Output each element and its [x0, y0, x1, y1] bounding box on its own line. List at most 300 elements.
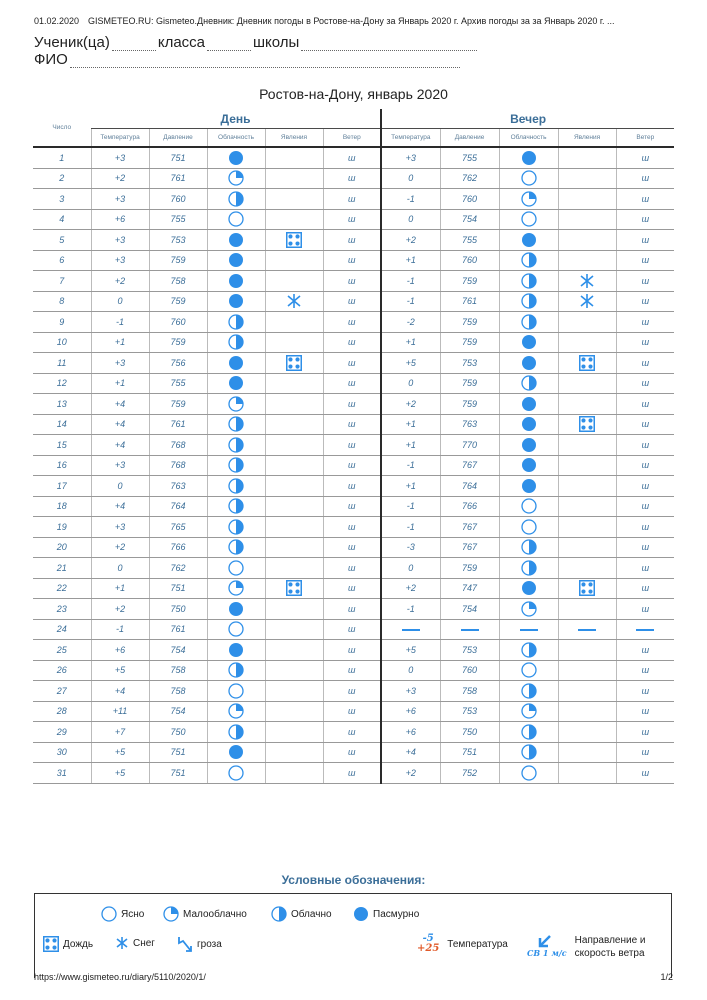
legend-wind — [527, 934, 663, 960]
day-cloudiness-cell — [207, 476, 265, 497]
evening-temperature-cell: +2 — [381, 394, 440, 415]
day-number-cell: 26 — [33, 660, 91, 681]
day-wind-cell: ш — [323, 681, 381, 702]
day-phenomena-cell — [265, 147, 323, 168]
evening-phenomena-cell — [558, 619, 616, 640]
cloudy-cloud-icon — [521, 724, 537, 740]
evening-phenomena-cell — [558, 517, 616, 538]
day-temperature-cell: +1 — [91, 578, 149, 599]
day-phenomena-cell — [265, 578, 323, 599]
evening-wind-cell: ш — [616, 517, 674, 538]
evening-phenomena-cell — [558, 763, 616, 784]
evening-wind-cell: ш — [616, 578, 674, 599]
evening-cloudiness-cell — [499, 230, 558, 251]
period-header-row — [33, 109, 674, 129]
day-phenomena-cell — [265, 332, 323, 353]
legend-rain-label: Дождь — [63, 938, 94, 950]
evening-cloudiness-cell — [499, 763, 558, 784]
evening-temperature-cell: +2 — [381, 763, 440, 784]
rain-phenomenon-icon — [286, 580, 302, 596]
day-pressure-cell: 753 — [149, 230, 207, 251]
evening-temperature-cell: 0 — [381, 558, 440, 579]
evening-cloudiness-cell — [499, 312, 558, 333]
overcast-cloud-icon — [228, 744, 244, 760]
day-cloudiness-cell — [207, 271, 265, 292]
day-wind-cell: ш — [323, 435, 381, 456]
day-wind-cell: ш — [323, 168, 381, 189]
no-data-dash — [402, 629, 420, 631]
day-wind-cell: ш — [323, 271, 381, 292]
evening-cloudiness-cell — [499, 209, 558, 230]
day-wind-cell: ш — [323, 660, 381, 681]
day-wind-cell: ш — [323, 476, 381, 497]
day-phenomena-cell — [265, 599, 323, 620]
overcast-cloud-icon — [521, 232, 537, 248]
evening-cloudiness-cell — [499, 537, 558, 558]
col-evening-temperature: Температура — [381, 129, 440, 148]
legend-snow-label: Снег — [133, 937, 155, 949]
cloudy-cloud-icon — [228, 478, 244, 494]
cloudy-cloud-icon — [228, 191, 244, 207]
legend-cloudy — [271, 906, 332, 922]
evening-temperature-cell: 0 — [381, 168, 440, 189]
day-cloudiness-cell — [207, 209, 265, 230]
no-data-dash — [578, 629, 596, 631]
cloudy-cloud-icon — [521, 744, 537, 760]
day-temperature-cell: +3 — [91, 455, 149, 476]
evening-wind-cell: ш — [616, 558, 674, 579]
day-number-cell: 16 — [33, 455, 91, 476]
day-wind-cell: ш — [323, 291, 381, 312]
day-phenomena-cell — [265, 353, 323, 374]
day-pressure-cell: 756 — [149, 353, 207, 374]
day-number-cell: 13 — [33, 394, 91, 415]
evening-pressure-cell: 764 — [440, 476, 499, 497]
evening-temperature-cell: +5 — [381, 640, 440, 661]
evening-pressure-cell: 767 — [440, 517, 499, 538]
day-phenomena-cell — [265, 189, 323, 210]
day-temperature-cell: -1 — [91, 619, 149, 640]
legend-overcast-label: Пасмурно — [373, 908, 420, 920]
evening-cloudiness-cell — [499, 168, 558, 189]
day-number-cell: 1 — [33, 147, 91, 168]
evening-temperature-cell: +5 — [381, 353, 440, 374]
table-row — [33, 517, 674, 538]
weather-diary-table — [33, 109, 674, 784]
wind-arrow-icon — [537, 934, 553, 948]
evening-pressure-cell — [440, 619, 499, 640]
evening-cloudiness-cell — [499, 578, 558, 599]
day-temperature-cell: -1 — [91, 312, 149, 333]
day-cloudiness-cell — [207, 681, 265, 702]
legend-box — [34, 893, 672, 978]
day-cloudiness-cell — [207, 353, 265, 374]
day-phenomena-cell — [265, 722, 323, 743]
legend-snow — [115, 936, 155, 950]
evening-cloudiness-cell — [499, 332, 558, 353]
clear-cloud-icon — [521, 662, 537, 678]
day-pressure-cell: 761 — [149, 168, 207, 189]
evening-cloudiness-cell — [499, 250, 558, 271]
day-number-cell: 3 — [33, 189, 91, 210]
thunderstorm-icon — [177, 936, 197, 952]
day-phenomena-cell — [265, 414, 323, 435]
day-pressure-cell: 750 — [149, 599, 207, 620]
table-row — [33, 722, 674, 743]
evening-wind-cell: ш — [616, 414, 674, 435]
evening-phenomena-cell — [558, 578, 616, 599]
table-body — [33, 147, 674, 783]
evening-cloudiness-cell — [499, 394, 558, 415]
col-evening-cloudiness: Облачность — [499, 129, 558, 148]
day-pressure-cell: 751 — [149, 763, 207, 784]
legend-partly — [163, 906, 247, 922]
day-number-cell: 5 — [33, 230, 91, 251]
evening-phenomena-cell — [558, 189, 616, 210]
day-wind-cell: ш — [323, 701, 381, 722]
day-wind-cell: ш — [323, 619, 381, 640]
evening-pressure-cell: 761 — [440, 291, 499, 312]
partly-cloudy-icon — [163, 906, 183, 922]
evening-wind-cell: ш — [616, 332, 674, 353]
evening-pressure-cell: 759 — [440, 332, 499, 353]
evening-phenomena-cell — [558, 640, 616, 661]
day-pressure-cell: 759 — [149, 291, 207, 312]
day-pressure-cell: 758 — [149, 660, 207, 681]
evening-cloudiness-cell — [499, 681, 558, 702]
evening-wind-cell: ш — [616, 701, 674, 722]
overcast-cloud-icon — [228, 232, 244, 248]
evening-temperature-cell: +1 — [381, 435, 440, 456]
name-line — [34, 51, 479, 68]
overcast-cloud-icon — [228, 375, 244, 391]
legend-clear — [101, 906, 144, 922]
day-temperature-cell: +3 — [91, 250, 149, 271]
evening-pressure-cell: 760 — [440, 189, 499, 210]
evening-pressure-cell: 755 — [440, 147, 499, 168]
evening-cloudiness-cell — [499, 373, 558, 394]
day-temperature-cell: +4 — [91, 414, 149, 435]
day-temperature-cell: +5 — [91, 763, 149, 784]
table-row — [33, 250, 674, 271]
day-wind-cell: ш — [323, 742, 381, 763]
evening-phenomena-cell — [558, 476, 616, 497]
overcast-cloud-icon — [228, 150, 244, 166]
day-cloudiness-cell — [207, 742, 265, 763]
day-wind-cell: ш — [323, 332, 381, 353]
day-wind-cell: ш — [323, 250, 381, 271]
day-wind-cell: ш — [323, 312, 381, 333]
day-pressure-cell: 762 — [149, 558, 207, 579]
day-wind-cell: ш — [323, 147, 381, 168]
col-day-wind: Ветер — [323, 129, 381, 148]
cloudy-cloud-icon — [521, 375, 537, 391]
footer-url: https://www.gismeteo.ru/diary/5110/2020/1/ — [34, 972, 206, 982]
cloudy-cloud-icon — [521, 293, 537, 309]
day-pressure-cell: 755 — [149, 209, 207, 230]
evening-cloudiness-cell — [499, 189, 558, 210]
day-phenomena-cell — [265, 373, 323, 394]
day-cloudiness-cell — [207, 291, 265, 312]
evening-phenomena-cell — [558, 394, 616, 415]
legend-title: Условные обозначения: — [281, 873, 426, 887]
clear-cloud-icon — [228, 621, 244, 637]
clear-cloud-icon — [521, 765, 537, 781]
legend-rain — [43, 936, 93, 952]
print-title: GISMETEO.RU: Gismeteo.Дневник: Дневник погоды в Ростове-на-Дону за Январь 2020 г. Архив погоды за за Январь 2020 г. ... — [88, 16, 615, 26]
day-number-cell: 23 — [33, 599, 91, 620]
day-temperature-cell: +3 — [91, 353, 149, 374]
day-number-cell: 30 — [33, 742, 91, 763]
day-cloudiness-cell — [207, 312, 265, 333]
clear-cloud-icon — [228, 683, 244, 699]
day-wind-cell: ш — [323, 394, 381, 415]
day-phenomena-cell — [265, 640, 323, 661]
day-pressure-cell: 765 — [149, 517, 207, 538]
day-pressure-cell: 759 — [149, 250, 207, 271]
day-phenomena-cell — [265, 537, 323, 558]
evening-temperature-cell: -1 — [381, 599, 440, 620]
evening-cloudiness-cell — [499, 517, 558, 538]
cloudy-cloud-icon — [521, 273, 537, 289]
day-number-cell: 21 — [33, 558, 91, 579]
day-phenomena-cell — [265, 271, 323, 292]
table-row — [33, 373, 674, 394]
legend-clear-label: Ясно — [121, 908, 145, 920]
day-number-cell: 2 — [33, 168, 91, 189]
col-day-pressure: Давление — [149, 129, 207, 148]
day-cloudiness-cell — [207, 763, 265, 784]
day-cloudiness-cell — [207, 435, 265, 456]
overcast-cloud-icon — [521, 355, 537, 371]
evening-pressure-cell: 750 — [440, 722, 499, 743]
day-pressure-cell: 766 — [149, 537, 207, 558]
day-pressure-cell: 750 — [149, 722, 207, 743]
day-number-cell: 7 — [33, 271, 91, 292]
overcast-cloud-icon — [521, 580, 537, 596]
evening-wind-cell: ш — [616, 681, 674, 702]
evening-temperature-cell: 0 — [381, 209, 440, 230]
day-pressure-cell: 751 — [149, 578, 207, 599]
cloudy-cloud-icon — [521, 642, 537, 658]
day-temperature-cell: +1 — [91, 373, 149, 394]
evening-phenomena-cell — [558, 701, 616, 722]
snow-icon — [115, 936, 133, 950]
student-label: Ученик(ца) — [34, 34, 110, 51]
table-row — [33, 271, 674, 292]
table-row — [33, 476, 674, 497]
day-temperature-cell: +6 — [91, 640, 149, 661]
evening-phenomena-cell — [558, 681, 616, 702]
evening-cloudiness-cell — [499, 147, 558, 168]
day-pressure-cell: 768 — [149, 455, 207, 476]
evening-pressure-cell: 759 — [440, 312, 499, 333]
partly-cloud-icon — [228, 580, 244, 596]
day-temperature-cell: +2 — [91, 537, 149, 558]
day-cloudiness-cell — [207, 189, 265, 210]
evening-phenomena-cell — [558, 414, 616, 435]
day-cloudiness-cell — [207, 496, 265, 517]
table-row — [33, 701, 674, 722]
evening-pressure-cell: 753 — [440, 640, 499, 661]
overcast-cloud-icon — [228, 642, 244, 658]
evening-pressure-cell: 770 — [440, 435, 499, 456]
cloudy-cloud-icon — [521, 314, 537, 330]
evening-cloudiness-cell — [499, 701, 558, 722]
clear-cloud-icon — [228, 560, 244, 576]
day-pressure-cell: 764 — [149, 496, 207, 517]
col-day-temperature: Температура — [91, 129, 149, 148]
day-pressure-cell: 751 — [149, 742, 207, 763]
day-phenomena-cell — [265, 619, 323, 640]
day-number-cell: 25 — [33, 640, 91, 661]
day-number-cell: 10 — [33, 332, 91, 353]
student-fields — [34, 34, 479, 68]
day-wind-cell: ш — [323, 763, 381, 784]
overcast-cloud-icon — [521, 396, 537, 412]
day-phenomena-cell — [265, 681, 323, 702]
table-row — [33, 394, 674, 415]
evening-phenomena-cell — [558, 312, 616, 333]
overcast-cloud-icon — [521, 457, 537, 473]
class-blank — [112, 38, 156, 51]
day-pressure-cell: 768 — [149, 435, 207, 456]
evening-pressure-cell: 763 — [440, 414, 499, 435]
table-row — [33, 742, 674, 763]
evening-phenomena-cell — [558, 209, 616, 230]
evening-wind-cell: ш — [616, 455, 674, 476]
evening-wind-cell: ш — [616, 373, 674, 394]
evening-phenomena-cell — [558, 599, 616, 620]
day-pressure-cell: 751 — [149, 147, 207, 168]
evening-phenomena-cell — [558, 496, 616, 517]
evening-phenomena-cell — [558, 435, 616, 456]
evening-cloudiness-cell — [499, 619, 558, 640]
table-row — [33, 353, 674, 374]
day-phenomena-cell — [265, 394, 323, 415]
day-temperature-cell: 0 — [91, 291, 149, 312]
cloudy-cloud-icon — [228, 457, 244, 473]
day-number-cell: 31 — [33, 763, 91, 784]
school-name-blank — [301, 38, 477, 51]
day-temperature-cell: +11 — [91, 701, 149, 722]
cloudy-cloud-icon — [521, 560, 537, 576]
evening-wind-cell: ш — [616, 168, 674, 189]
evening-pressure-cell: 758 — [440, 681, 499, 702]
evening-temperature-cell: -1 — [381, 496, 440, 517]
day-cloudiness-cell — [207, 168, 265, 189]
evening-wind-cell: ш — [616, 230, 674, 251]
day-pressure-cell: 755 — [149, 373, 207, 394]
day-number-cell: 24 — [33, 619, 91, 640]
day-phenomena-cell — [265, 558, 323, 579]
day-phenomena-cell — [265, 496, 323, 517]
evening-phenomena-cell — [558, 742, 616, 763]
day-temperature-cell: +1 — [91, 332, 149, 353]
day-wind-cell: ш — [323, 599, 381, 620]
period-evening-header: Вечер — [381, 109, 674, 129]
day-cloudiness-cell — [207, 373, 265, 394]
evening-wind-cell: ш — [616, 250, 674, 271]
evening-wind-cell: ш — [616, 353, 674, 374]
day-number-cell: 18 — [33, 496, 91, 517]
overcast-cloud-icon — [228, 601, 244, 617]
table-row — [33, 312, 674, 333]
temperature-sample — [417, 934, 439, 954]
evening-wind-cell: ш — [616, 640, 674, 661]
day-pressure-cell: 760 — [149, 189, 207, 210]
evening-cloudiness-cell — [499, 271, 558, 292]
school-blank — [207, 38, 251, 51]
day-phenomena-cell — [265, 435, 323, 456]
print-footer — [34, 972, 673, 982]
day-wind-cell: ш — [323, 373, 381, 394]
evening-wind-cell: ш — [616, 599, 674, 620]
rain-phenomenon-icon — [579, 355, 595, 371]
evening-pressure-cell: 747 — [440, 578, 499, 599]
column-header-row — [33, 129, 674, 148]
evening-pressure-cell: 759 — [440, 373, 499, 394]
class-label: класса — [157, 34, 206, 51]
wind-sample-text: СВ 1 м/с — [527, 948, 567, 958]
cloudy-cloud-icon — [228, 314, 244, 330]
evening-temperature-cell: 0 — [381, 660, 440, 681]
evening-pressure-cell: 759 — [440, 271, 499, 292]
table-row — [33, 496, 674, 517]
evening-phenomena-cell — [558, 660, 616, 681]
evening-cloudiness-cell — [499, 476, 558, 497]
day-pressure-cell: 761 — [149, 619, 207, 640]
table-row — [33, 578, 674, 599]
day-number-cell: 11 — [33, 353, 91, 374]
day-cloudiness-cell — [207, 147, 265, 168]
evening-phenomena-cell — [558, 291, 616, 312]
cloudy-cloud-icon — [521, 252, 537, 268]
day-pressure-cell: 759 — [149, 394, 207, 415]
col-evening-wind: Ветер — [616, 129, 674, 148]
evening-cloudiness-cell — [499, 353, 558, 374]
day-temperature-cell: +3 — [91, 189, 149, 210]
no-data-dash — [636, 629, 654, 631]
legend-cloudy-label: Облачно — [291, 908, 332, 920]
snow-phenomenon-icon — [579, 273, 595, 289]
day-number-cell: 12 — [33, 373, 91, 394]
day-cloudiness-cell — [207, 394, 265, 415]
evening-cloudiness-cell — [499, 660, 558, 681]
table-row — [33, 599, 674, 620]
day-pressure-cell: 758 — [149, 681, 207, 702]
day-temperature-cell: +3 — [91, 147, 149, 168]
day-number-cell: 4 — [33, 209, 91, 230]
day-cloudiness-cell — [207, 455, 265, 476]
day-phenomena-cell — [265, 291, 323, 312]
evening-temperature-cell: -1 — [381, 271, 440, 292]
overcast-cloud-icon — [228, 252, 244, 268]
day-phenomena-cell — [265, 209, 323, 230]
day-phenomena-cell — [265, 312, 323, 333]
evening-wind-cell: ш — [616, 147, 674, 168]
day-cloudiness-cell — [207, 619, 265, 640]
evening-pressure-cell: 767 — [440, 455, 499, 476]
table-row — [33, 619, 674, 640]
day-wind-cell: ш — [323, 578, 381, 599]
legend-storm — [177, 936, 222, 952]
rain-phenomenon-icon — [286, 355, 302, 371]
col-day-phenomena: Явления — [265, 129, 323, 148]
day-cloudiness-cell — [207, 332, 265, 353]
evening-cloudiness-cell — [499, 455, 558, 476]
day-wind-cell: ш — [323, 640, 381, 661]
